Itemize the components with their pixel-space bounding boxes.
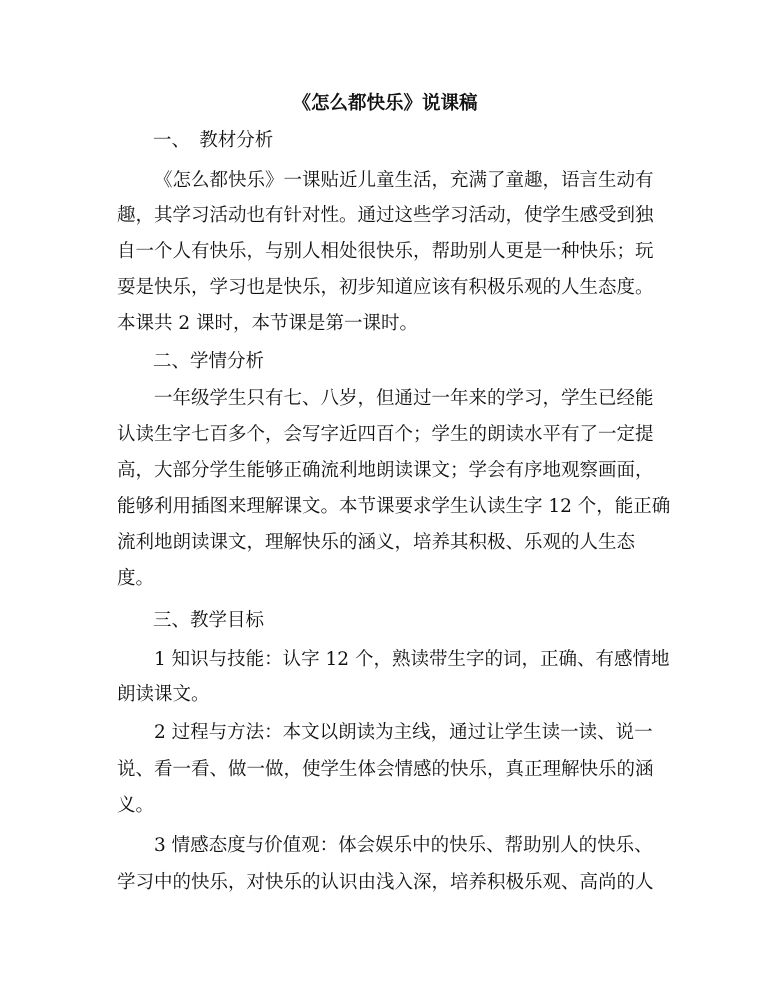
paragraph-line: 2 过程与方法：本文以朗读为主线，通过让学生读一读、说一 <box>154 722 653 743</box>
paragraph-line: 耍是快乐，学习也是快乐，初步知道应该有积极乐观的人生态度。 <box>117 277 654 298</box>
paragraph-line: 一年级学生只有七、八岁，但通过一年来的学习，学生已经能 <box>154 388 654 409</box>
paragraph-line: 自一个人有快乐，与别人相处很快乐，帮助别人更是一种快乐；玩 <box>117 241 654 262</box>
paragraph-line: 说、看一看、做一做，使学生体会情感的快乐，真正理解快乐的涵 <box>117 759 654 780</box>
paragraph-line: 高，大部分学生能够正确流利地朗读课文；学会有序地观察画面， <box>117 460 654 481</box>
paragraph-line: 学习中的快乐，对快乐的认识由浅入深，培养积极乐观、高尚的人 <box>117 872 654 893</box>
section-heading: 三、教学目标 <box>153 610 265 631</box>
paragraph-line: 能够利用插图来理解课文。本节课要求学生认读生字 12 个，能正确 <box>117 496 671 517</box>
document-title: 《怎么都快乐》说课稿 <box>292 93 478 114</box>
paragraph-line: 趣，其学习活动也有针对性。通过这些学习活动，使学生感受到独 <box>117 205 654 226</box>
section-heading: 一、 教材分析 <box>153 130 274 151</box>
paragraph-line: 认读生字七百多个，会写字近四百个；学生的朗读水平有了一定提 <box>117 424 654 445</box>
section-heading: 二、学情分析 <box>153 351 265 372</box>
paragraph-line: 朗读课文。 <box>117 684 210 705</box>
paragraph-line: 《怎么都快乐》一课贴近儿童生活，充满了童趣，语言生动有 <box>154 170 654 191</box>
paragraph-line: 1 知识与技能：认字 12 个，熟读带生字的词，正确、有感情地 <box>154 649 670 670</box>
paragraph-line: 度。 <box>117 568 155 589</box>
paragraph-line: 3 情感态度与价值观：体会娱乐中的快乐、帮助别人的快乐、 <box>154 835 653 856</box>
paragraph-line: 本课共 2 课时，本节课是第一课时。 <box>117 313 419 334</box>
paragraph-line: 流利地朗读课文，理解快乐的涵义，培养其积极、乐观的人生态 <box>117 532 636 553</box>
paragraph-line: 义。 <box>117 795 155 816</box>
